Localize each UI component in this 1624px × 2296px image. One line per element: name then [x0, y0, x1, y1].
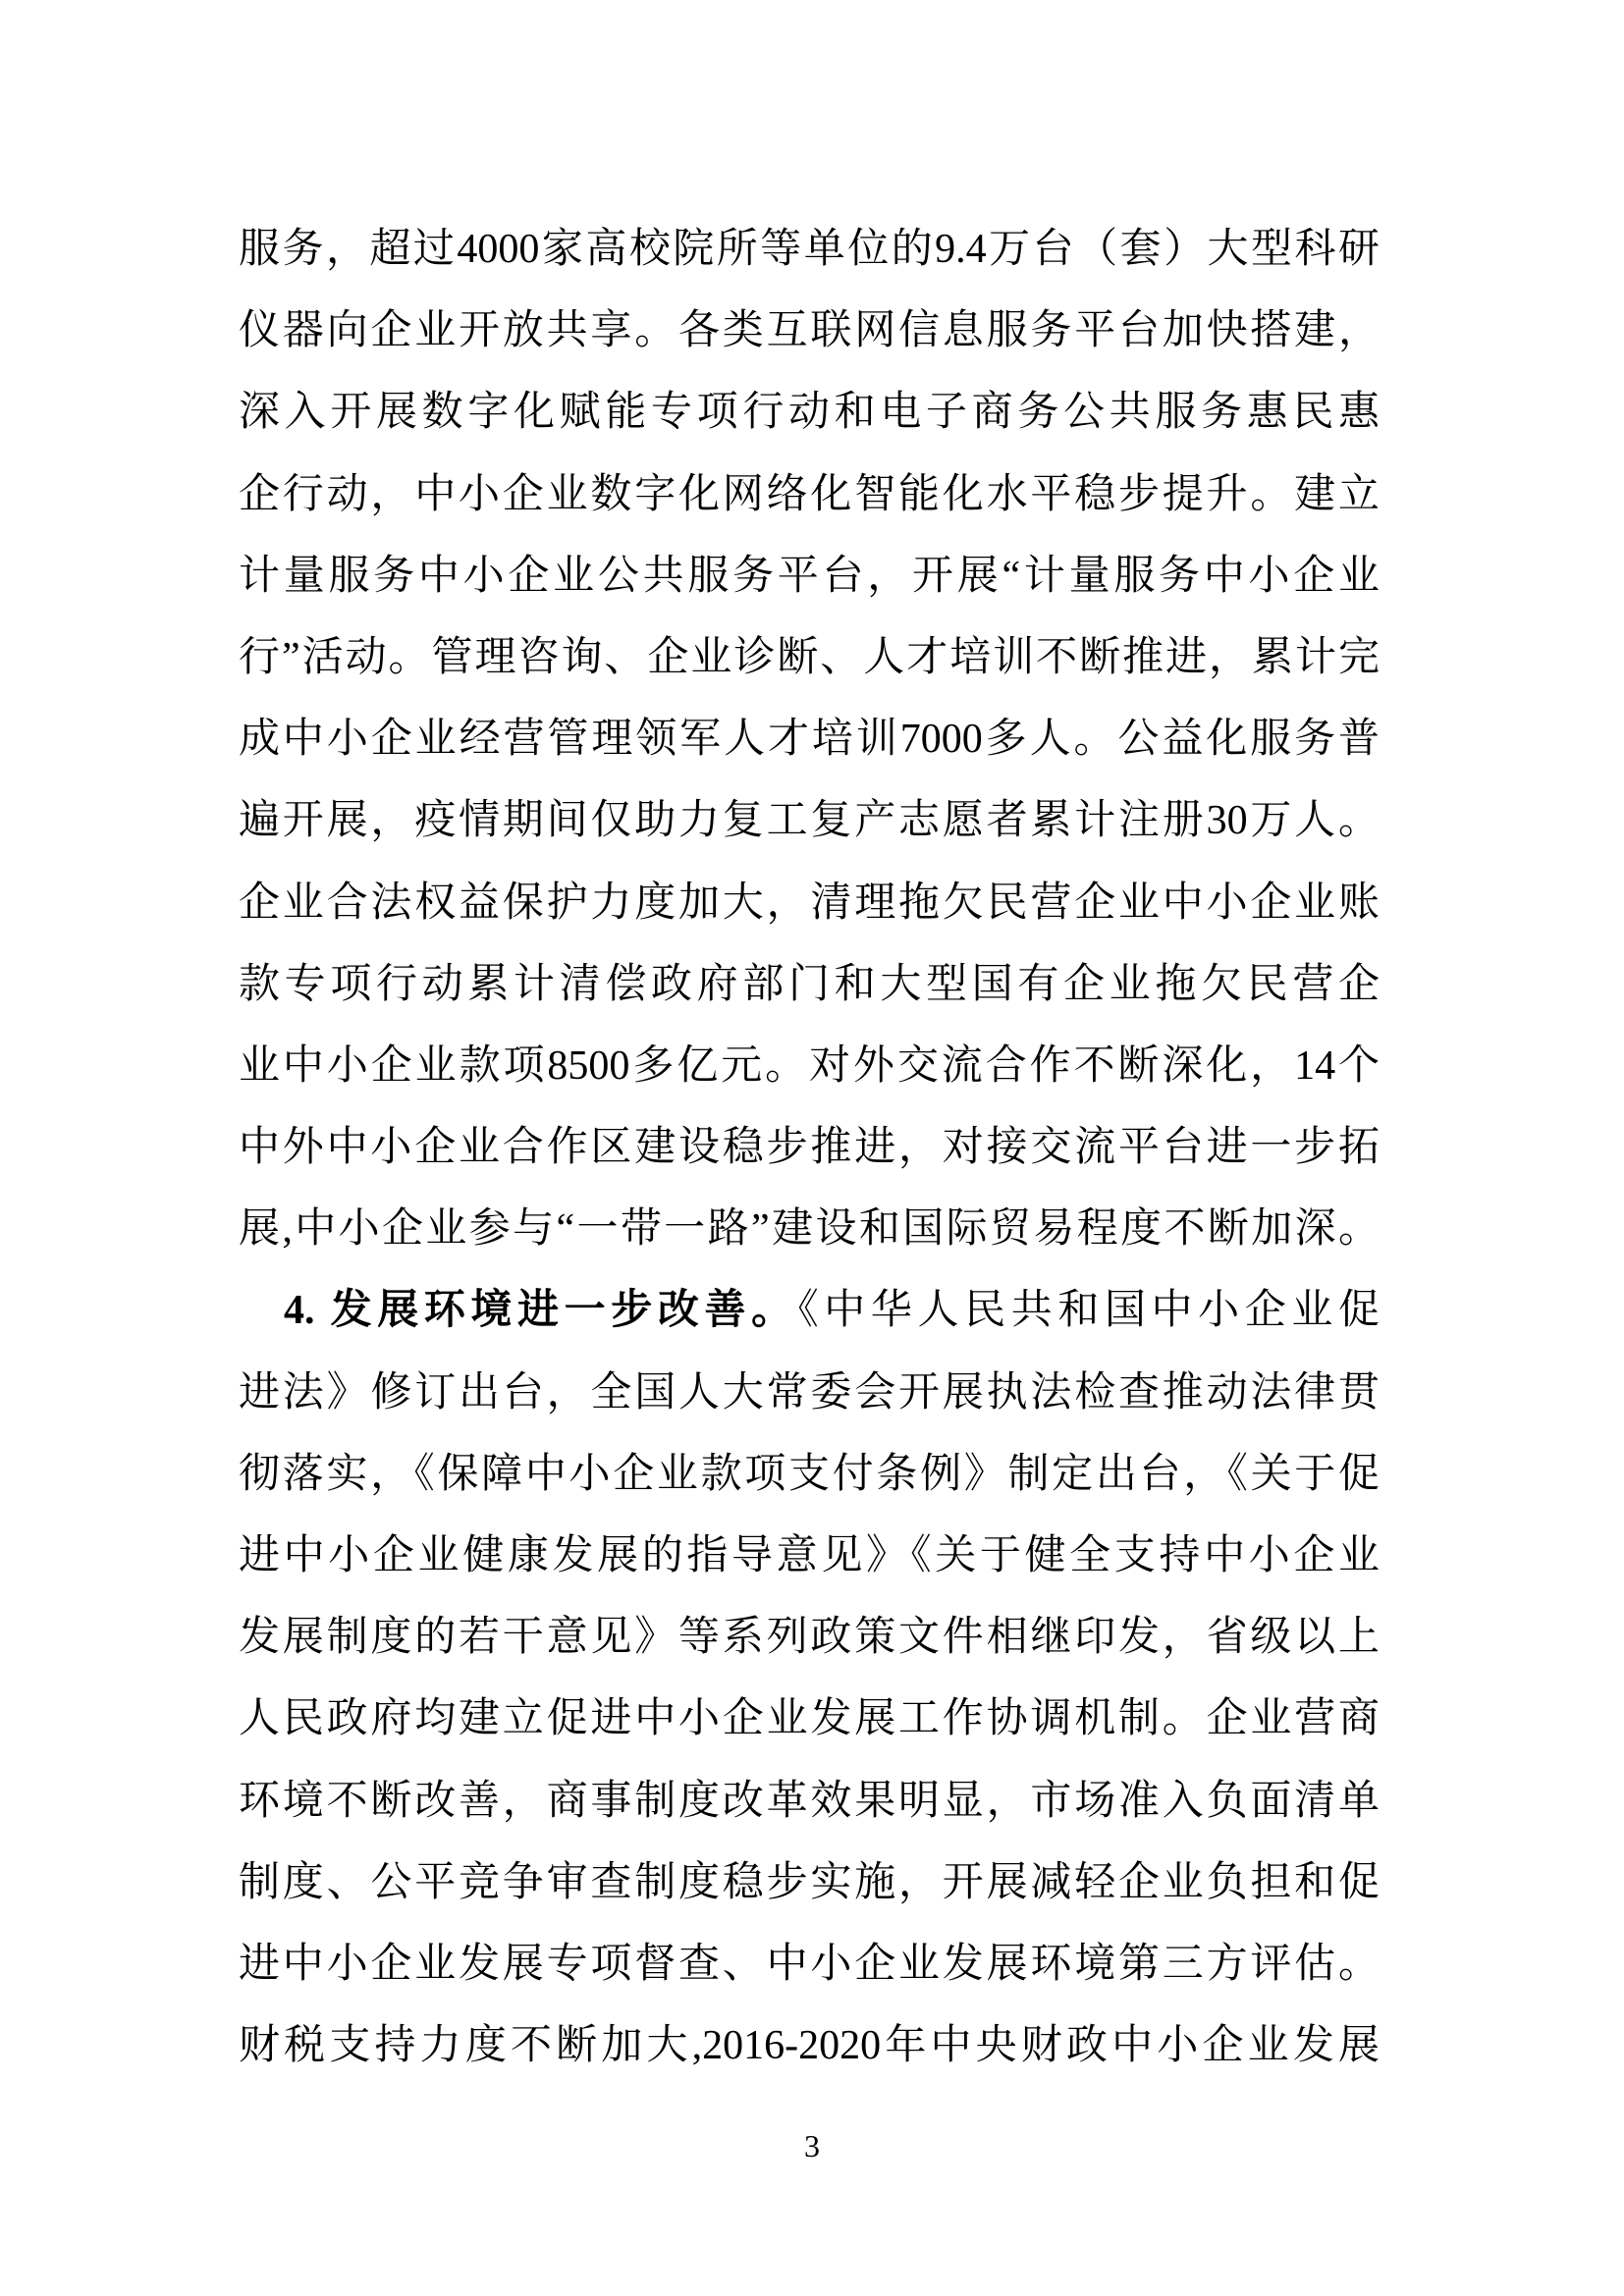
body-line: 制度、公平竞争审查制度稳步实施，开展减轻企业负担和促 — [239, 1859, 1380, 1905]
body-line: 业中小企业款项8500多亿元。对外交流合作不断深化，14个 — [239, 1042, 1380, 1089]
body-line: 环境不断改善，商事制度改革效果明显，市场准入负面清单 — [239, 1778, 1380, 1824]
body-line: 成中小企业经营管理领军人才培训7000多人。公益化服务普 — [239, 717, 1380, 763]
body-line: 深入开展数字化赋能专项行动和电子商务公共服务惠民惠 — [239, 390, 1380, 436]
body-line: 展,中小企业参与“一带一路”建设和国际贸易程度不断加深。 — [239, 1206, 1380, 1253]
body-line: 行”活动。管理咨询、企业诊断、人才培训不断推进，累计完 — [239, 634, 1380, 680]
body-line: 遍开展，疫情期间仅助力复工复产志愿者累计注册30万人。 — [239, 798, 1380, 844]
body-line: 彻落实，《保障中小企业款项支付条例》制定出台，《关于促 — [239, 1451, 1380, 1497]
page-number: 3 — [804, 2128, 820, 2163]
body-line: 财税支持力度不断加大,2016-2020年中央财政中小企业发展 — [239, 2023, 1380, 2069]
section-heading-line — [239, 1270, 1380, 1352]
body-text-block — [239, 209, 1380, 2087]
body-line: 人民政府均建立促进中小企业发展工作协调机制。企业营商 — [239, 1696, 1380, 1742]
body-line: 进中小企业发展专项督查、中小企业发展环境第三方评估。 — [239, 1941, 1380, 1987]
body-line: 计量服务中小企业公共服务平台，开展“计量服务中小企业 — [239, 553, 1380, 599]
body-line: 服务，超过4000家高校院所等单位的9.4万台（套）大型科研 — [239, 227, 1380, 272]
body-line: 仪器向企业开放共享。各类互联网信息服务平台加快搭建， — [239, 308, 1380, 354]
body-line: 进中小企业健康发展的指导意见》《关于健全支持中小企业 — [239, 1533, 1380, 1578]
section-heading-rest: 《中华人民共和国中小企业促 — [797, 1288, 1380, 1334]
body-line: 企行动，中小企业数字化网络化智能化水平稳步提升。建立 — [239, 471, 1380, 517]
body-line: 企业合法权益保护力度加大，清理拖欠民营企业中小企业账 — [239, 880, 1380, 926]
body-line: 款专项行动累计清偿政府部门和大型国有企业拖欠民营企 — [239, 961, 1380, 1007]
body-line: 发展制度的若干意见》等系列政策文件相继印发，省级以上 — [239, 1615, 1380, 1661]
body-line: 中外中小企业合作区建设稳步推进，对接交流平台进一步拓 — [239, 1125, 1380, 1171]
section-heading-bold: 4. 发展环境进一步改善。 — [284, 1288, 798, 1334]
body-line: 进法》修订出台，全国人大常委会开展执法检查推动法律贯 — [239, 1369, 1380, 1415]
